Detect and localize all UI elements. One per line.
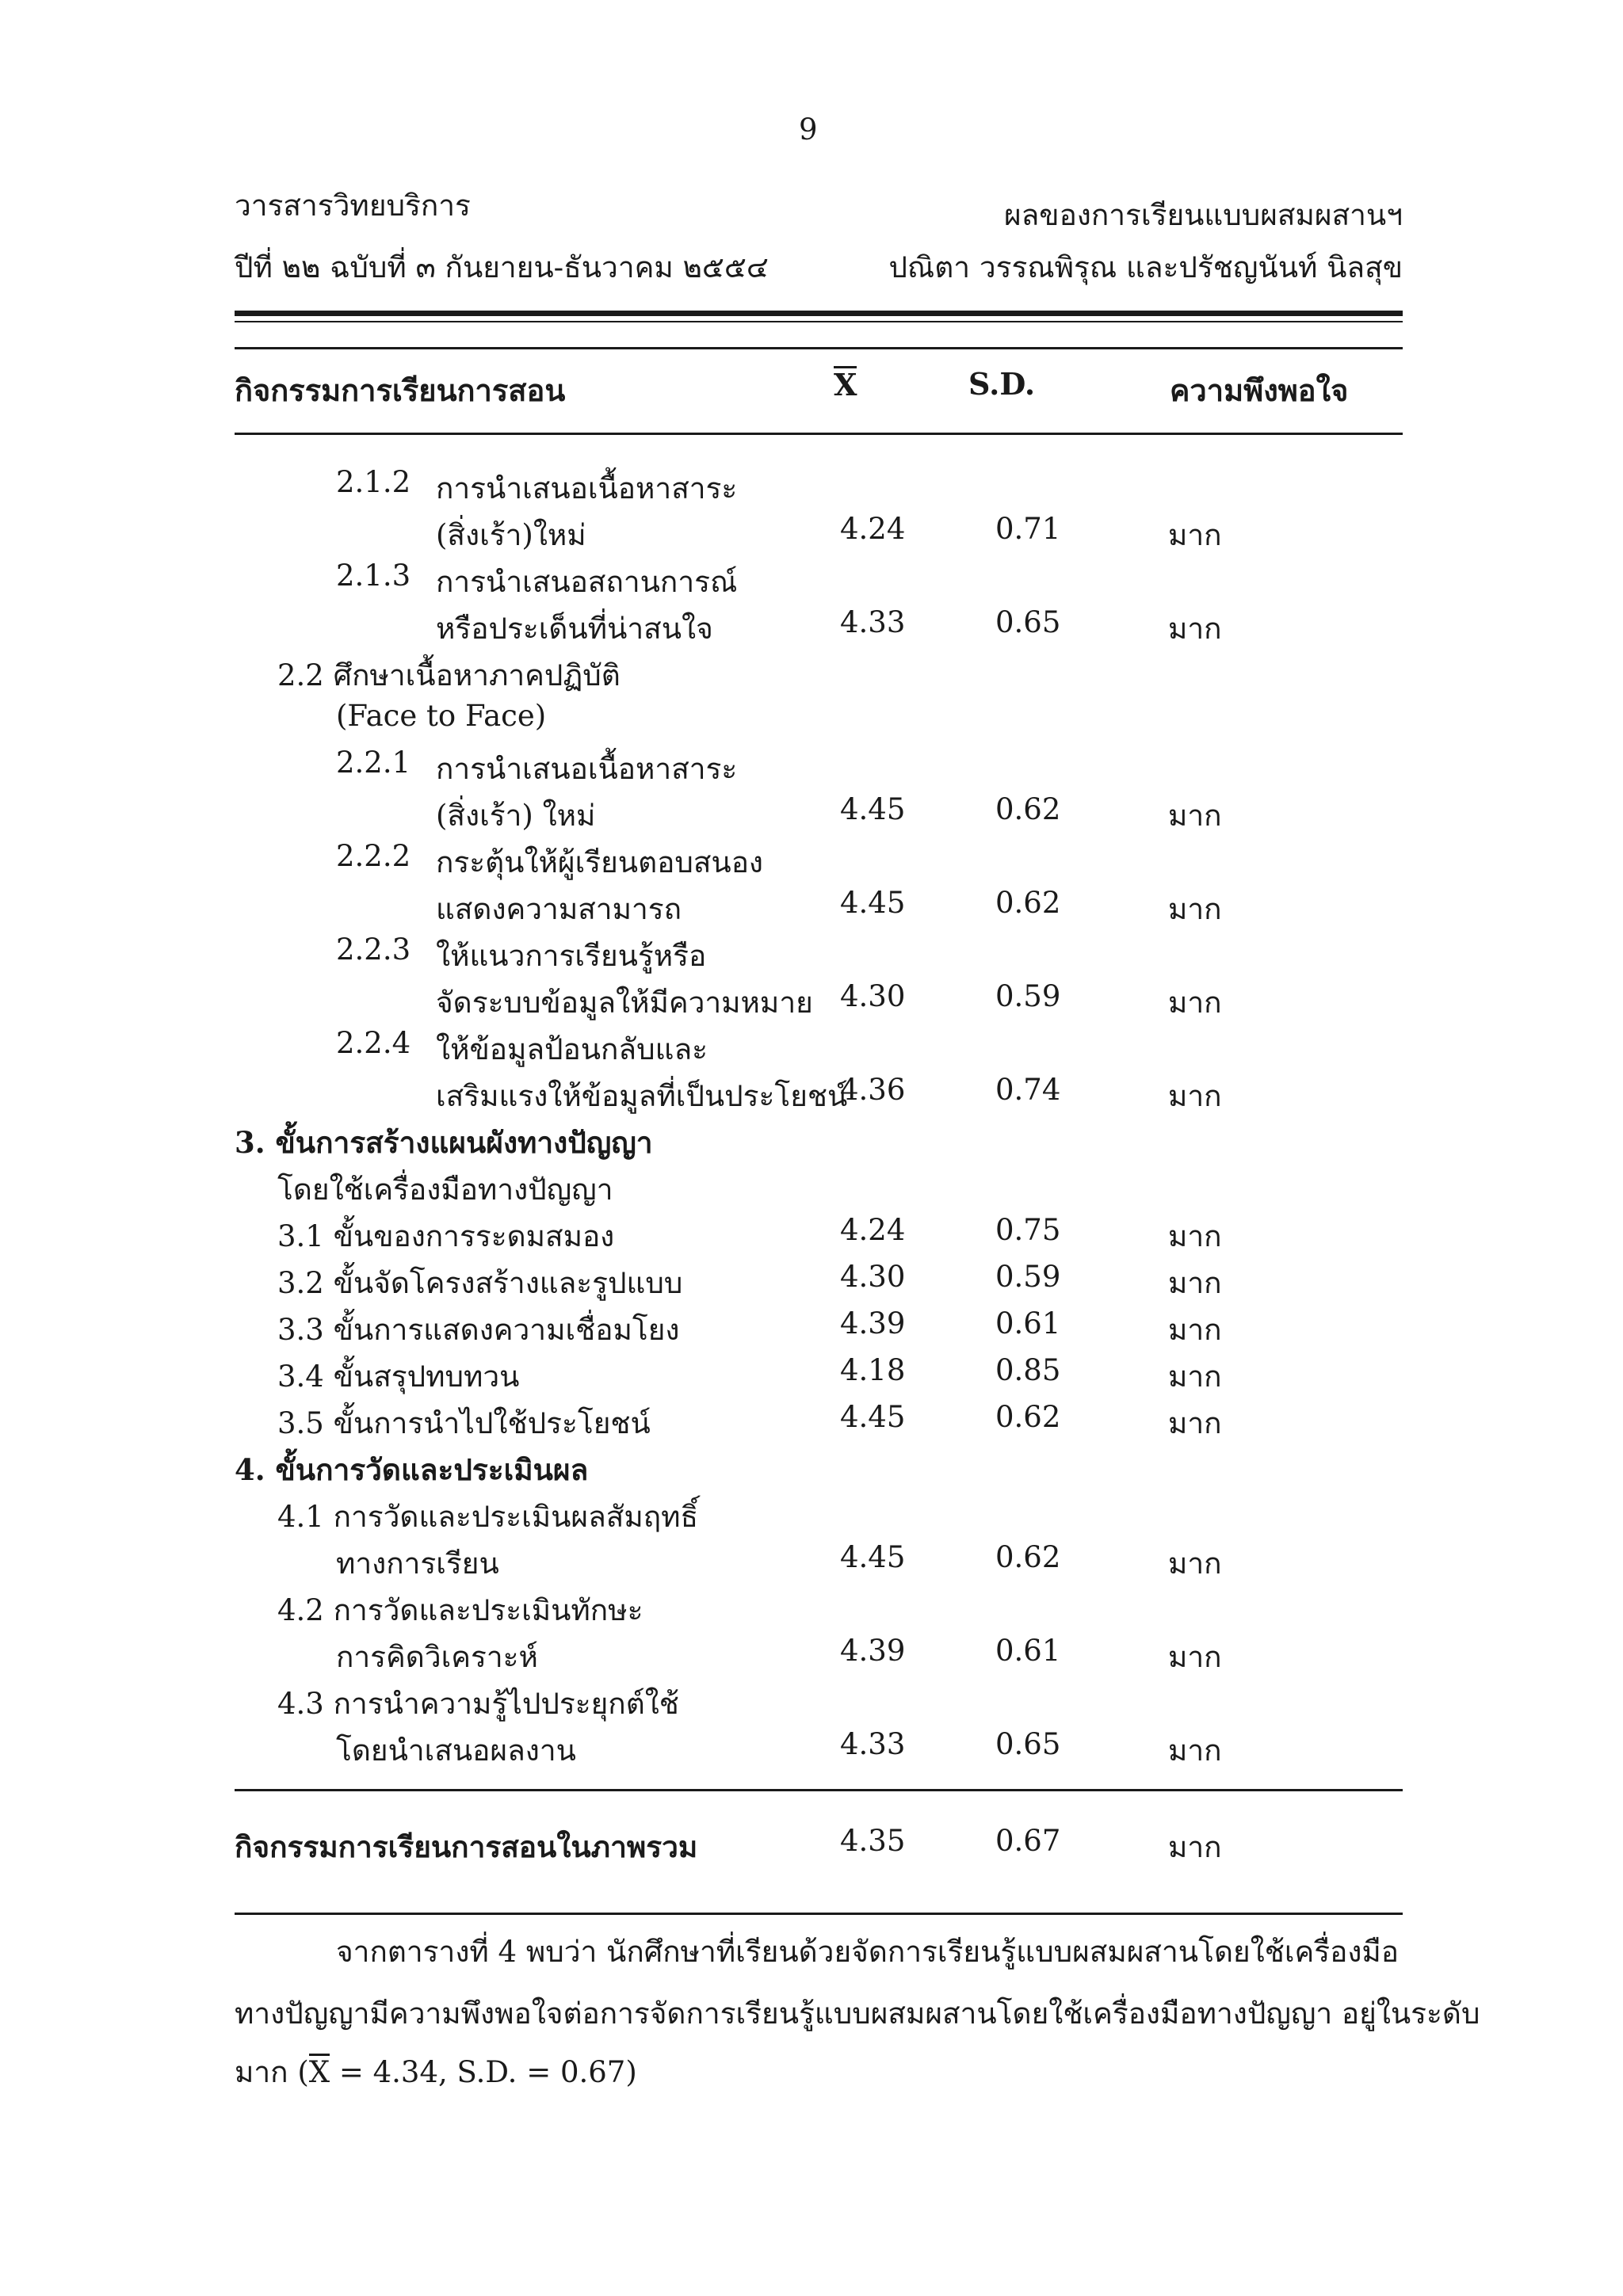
row-label: เสริมแรงให้ข้อมูลที่เป็นประโยชน์ bbox=[436, 1079, 848, 1113]
row-sd: 0.61 bbox=[995, 1306, 1061, 1341]
row-label: จัดระบบข้อมูลให้มีความหมาย bbox=[436, 986, 813, 1020]
row-level: มาก bbox=[1168, 1406, 1222, 1440]
table-bottom-rule bbox=[235, 1913, 1403, 1915]
row-label: โดยนำเสนอผลงาน bbox=[336, 1733, 576, 1768]
row-label: 4.1 การวัดและประเมินผลสัมฤทธิ์ bbox=[277, 1500, 699, 1534]
row-label: (Face to Face) bbox=[336, 699, 547, 733]
row-level: มาก bbox=[1168, 1360, 1222, 1394]
row-label: โดยใช้เครื่องมือทางปัญญา bbox=[277, 1173, 613, 1207]
row-number: 2.2.4 bbox=[336, 1026, 411, 1060]
journal-issue: ปีที่ ๒๒ ฉบับที่ ๓ กันยายน-ธันวาคม ๒๕๕๔ bbox=[235, 250, 769, 284]
table-header-rule bbox=[235, 433, 1403, 435]
row-label: 3.1 ขั้นของการระดมสมอง bbox=[277, 1219, 615, 1253]
row-label: ให้แนวการเรียนรู้หรือ bbox=[436, 939, 707, 973]
row-label: (สิ่งเร้า) ใหม่ bbox=[436, 799, 596, 833]
row-label: 3.5 ขั้นการนำไปใช้ประโยชน์ bbox=[277, 1406, 651, 1440]
row-mean: 4.39 bbox=[840, 1634, 906, 1668]
row-mean: 4.33 bbox=[840, 605, 906, 639]
row-label: 3.4 ขั้นสรุปทบทวน bbox=[277, 1360, 520, 1394]
row-label: การคิดวิเคราะห์ bbox=[336, 1640, 538, 1674]
row-level: มาก bbox=[1168, 1313, 1222, 1347]
row-label: 2.2 ศึกษาเนื้อหาภาคปฏิบัติ bbox=[277, 658, 621, 692]
row-mean: 4.36 bbox=[840, 1073, 906, 1107]
table-top-rule bbox=[235, 347, 1403, 349]
row-label: 4.2 การวัดและประเมินทักษะ bbox=[277, 1593, 643, 1627]
row-mean: 4.18 bbox=[840, 1353, 906, 1387]
row-mean: 4.45 bbox=[840, 1400, 906, 1434]
row-level: มาก bbox=[1168, 1219, 1222, 1253]
row-sd: 0.74 bbox=[995, 1073, 1061, 1107]
paragraph-mean-symbol: X bbox=[308, 2055, 330, 2089]
row-label: หรือประเด็นที่น่าสนใจ bbox=[436, 612, 713, 646]
paragraph-line-3-prefix: มาก ( bbox=[235, 2055, 309, 2089]
row-sd: 0.85 bbox=[995, 1353, 1061, 1387]
row-mean: 4.33 bbox=[840, 1727, 906, 1761]
row-level: มาก bbox=[1168, 892, 1222, 926]
col-header-sd: S.D. bbox=[968, 366, 1036, 402]
row-level: มาก bbox=[1168, 1640, 1222, 1674]
row-sd: 0.62 bbox=[995, 792, 1061, 826]
row-level: มาก bbox=[1168, 1266, 1222, 1300]
row-sd: 0.75 bbox=[995, 1213, 1061, 1247]
row-sd: 0.62 bbox=[995, 886, 1061, 920]
row-number: 2.1.2 bbox=[336, 465, 411, 499]
journal-name: วารสารวิทยบริการ bbox=[235, 189, 471, 223]
row-mean: 4.45 bbox=[840, 886, 906, 920]
table-summary-rule bbox=[235, 1789, 1403, 1791]
row-level: มาก bbox=[1168, 1733, 1222, 1768]
paragraph-line-3-suffix: = 4.34, S.D. = 0.67) bbox=[330, 2055, 637, 2089]
row-label: แสดงความสามารถ bbox=[436, 892, 682, 926]
header-rule-thin bbox=[235, 321, 1403, 322]
col-header-satisfaction: ความพึงพอใจ bbox=[1170, 372, 1349, 408]
row-label: 3.3 ขั้นการแสดงความเชื่อมโยง bbox=[277, 1313, 680, 1347]
col-header-mean: X bbox=[834, 367, 857, 402]
summary-level: มาก bbox=[1168, 1830, 1222, 1864]
row-label: ทางการเรียน bbox=[336, 1547, 499, 1581]
row-level: มาก bbox=[1168, 986, 1222, 1020]
row-label: การนำเสนอเนื้อหาสาระ bbox=[436, 471, 738, 505]
section-heading: 3. ขั้นการสร้างแผนผังทางปัญญา bbox=[235, 1125, 653, 1160]
header-rule-thick bbox=[235, 311, 1403, 316]
row-label: การนำเสนอสถานการณ์ bbox=[436, 565, 738, 599]
section-heading: 4. ขั้นการวัดและประเมินผล bbox=[235, 1452, 589, 1487]
row-number: 2.2.3 bbox=[336, 933, 411, 967]
col-header-activity: กิจกรรมการเรียนการสอน bbox=[235, 372, 566, 408]
row-mean: 4.24 bbox=[840, 512, 906, 546]
row-sd: 0.59 bbox=[995, 1260, 1061, 1294]
row-level: มาก bbox=[1168, 799, 1222, 833]
row-sd: 0.65 bbox=[995, 1727, 1061, 1761]
row-level: มาก bbox=[1168, 612, 1222, 646]
row-sd: 0.59 bbox=[995, 979, 1061, 1013]
row-mean: 4.30 bbox=[840, 1260, 906, 1294]
row-mean: 4.39 bbox=[840, 1306, 906, 1341]
row-label: การนำเสนอเนื้อหาสาระ bbox=[436, 752, 738, 786]
row-label: กระตุ้นให้ผู้เรียนตอบสนอง bbox=[436, 845, 763, 879]
summary-mean: 4.35 bbox=[840, 1824, 906, 1858]
paragraph-line-1: จากตารางที่ 4 พบว่า นักศึกษาที่เรียนด้วยจัดการเรียนรู้แบบผสมผสานโดยใช้เครื่องมือ bbox=[336, 1935, 1399, 1969]
row-level: มาก bbox=[1168, 518, 1222, 552]
row-sd: 0.71 bbox=[995, 512, 1061, 546]
row-label: (สิ่งเร้า)ใหม่ bbox=[436, 518, 586, 552]
row-label: 3.2 ขั้นจัดโครงสร้างและรูปแบบ bbox=[277, 1266, 683, 1300]
row-number: 2.2.1 bbox=[336, 746, 411, 780]
row-label: ให้ข้อมูลป้อนกลับและ bbox=[436, 1032, 708, 1066]
paragraph-line-3 bbox=[235, 2049, 637, 2096]
page-number: 9 bbox=[799, 113, 818, 147]
row-sd: 0.62 bbox=[995, 1540, 1061, 1574]
summary-label: กิจกรรมการเรียนการสอนในภาพรวม bbox=[235, 1829, 698, 1864]
row-number: 2.1.3 bbox=[336, 559, 411, 593]
summary-sd: 0.67 bbox=[995, 1824, 1061, 1858]
paragraph-line-2: ทางปัญญามีความพึงพอใจต่อการจัดการเรียนรู้แบบผสมผสานโดยใช้เครื่องมือทางปัญญา อยู่ในระดับ bbox=[235, 1997, 1480, 2031]
row-sd: 0.61 bbox=[995, 1634, 1061, 1668]
row-mean: 4.45 bbox=[840, 792, 906, 826]
row-level: มาก bbox=[1168, 1547, 1222, 1581]
row-number: 2.2.2 bbox=[336, 839, 411, 873]
row-label: 4.3 การนำความรู้ไปประยุกต์ใช้ bbox=[277, 1687, 679, 1721]
row-mean: 4.24 bbox=[840, 1213, 906, 1247]
row-mean: 4.45 bbox=[840, 1540, 906, 1574]
article-authors: ปณิตา วรรณพิรุณ และปรัชญนันท์ นิลสุข bbox=[888, 250, 1403, 284]
row-sd: 0.62 bbox=[995, 1400, 1061, 1434]
row-mean: 4.30 bbox=[840, 979, 906, 1013]
row-level: มาก bbox=[1168, 1079, 1222, 1113]
row-sd: 0.65 bbox=[995, 605, 1061, 639]
article-title: ผลของการเรียนแบบผสมผสานฯ bbox=[1003, 198, 1403, 232]
